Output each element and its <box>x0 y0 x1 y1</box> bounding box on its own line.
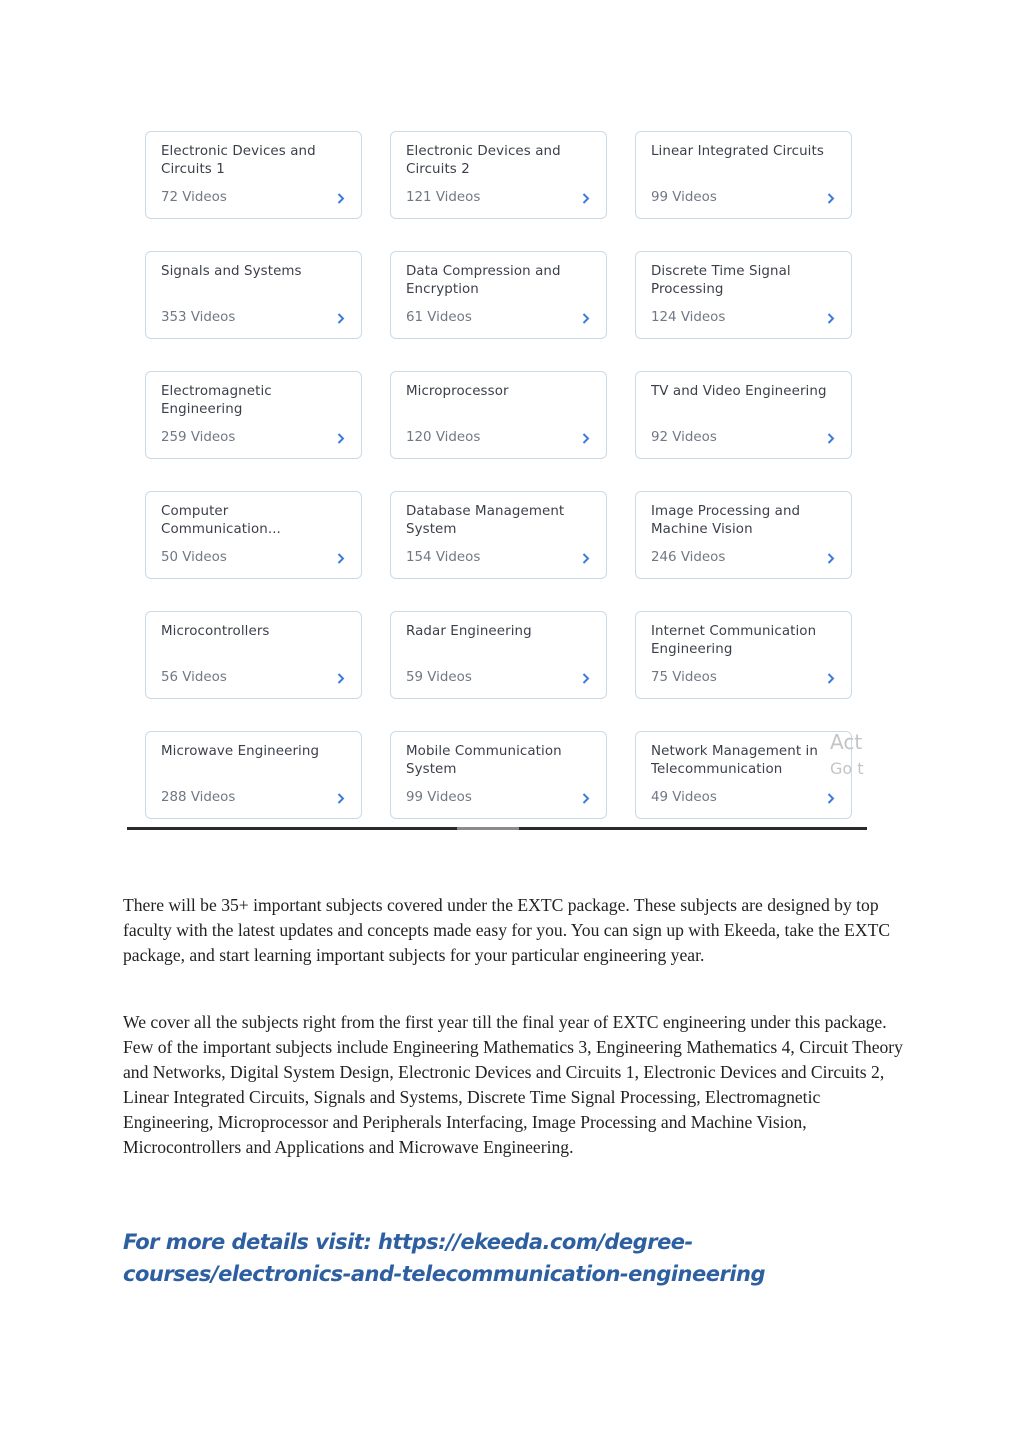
course-title: Image Processing and Machine Vision <box>651 504 801 537</box>
course-card[interactable] <box>390 131 607 219</box>
course-card[interactable] <box>635 371 852 459</box>
chevron-right-icon <box>825 192 837 204</box>
course-card[interactable] <box>145 491 362 579</box>
course-card[interactable] <box>390 731 607 819</box>
course-card[interactable] <box>635 491 852 579</box>
course-card[interactable] <box>390 371 607 459</box>
course-card[interactable] <box>390 491 607 579</box>
course-title: Electronic Devices and Circuits 2 <box>406 144 561 177</box>
course-card[interactable] <box>390 251 607 339</box>
video-count: 288 Videos <box>161 790 236 805</box>
course-title: Radar Engineering <box>406 624 532 639</box>
course-title: Database Management System <box>406 504 565 537</box>
video-count: 49 Videos <box>651 790 717 805</box>
course-title: Discrete Time Signal Processing <box>651 264 791 297</box>
video-count: 246 Videos <box>651 550 726 565</box>
chevron-right-icon <box>825 552 837 564</box>
activation-watermark <box>830 728 864 781</box>
course-card[interactable] <box>145 731 362 819</box>
course-card[interactable] <box>145 251 362 339</box>
course-card[interactable] <box>635 251 852 339</box>
scrollbar-thumb <box>457 827 519 830</box>
video-count: 124 Videos <box>651 310 726 325</box>
course-title: Internet Communication Engineering <box>651 624 817 657</box>
course-card[interactable] <box>145 131 362 219</box>
chevron-right-icon <box>335 792 347 804</box>
course-card[interactable] <box>635 611 852 699</box>
video-count: 56 Videos <box>161 670 227 685</box>
course-card[interactable] <box>145 371 362 459</box>
paragraph-package-intro: There will be 35+ important subjects covered under the EXTC package. These subjects are designed by top faculty with the latest updates and concepts made easy for you. You can sign up with Ekeeda, take the EXTC package, and start learning important subjects for your particular engineering year. <box>123 895 891 965</box>
course-title: TV and Video Engineering <box>651 384 827 399</box>
video-count: 59 Videos <box>406 670 472 685</box>
course-card[interactable] <box>635 131 852 219</box>
video-count: 50 Videos <box>161 550 227 565</box>
video-count: 353 Videos <box>161 310 236 325</box>
video-count: 120 Videos <box>406 430 481 445</box>
screenshot-bottom-border <box>127 827 867 830</box>
course-card[interactable] <box>145 611 362 699</box>
video-count: 99 Videos <box>651 190 717 205</box>
paragraph-subjects: We cover all the subjects right from the first year till the final year of EXTC engineering under this package. Few of the important subjects include Engineering Mathematics 3, Engineering Mathematics 4, Circuit Theory and Networks, Digital System Design, Electronic Devices and Circuits 1, Electronic Devices and Circuits 2, Linear Integrated Circuits, Signals and Systems, Discrete Time Signal Processing, Electromagnetic Engineering, Microprocessor and Peripherals Interfacing, Image Processing and Machine Vision, Microcontrollers and Applications and Microwave Engineering. <box>123 1012 903 1157</box>
course-title: Electromagnetic Engineering <box>161 384 272 417</box>
video-count: 121 Videos <box>406 190 481 205</box>
chevron-right-icon <box>825 312 837 324</box>
course-title: Network Management in Telecommunication <box>651 744 818 777</box>
video-count: 92 Videos <box>651 430 717 445</box>
chevron-right-icon <box>580 432 592 444</box>
course-title: Signals and Systems <box>161 264 302 279</box>
chevron-right-icon <box>580 672 592 684</box>
video-count: 99 Videos <box>406 790 472 805</box>
chevron-right-icon <box>335 192 347 204</box>
chevron-right-icon <box>335 672 347 684</box>
course-title: Linear Integrated Circuits <box>651 144 824 159</box>
more-details-link[interactable]: For more details visit: https://ekeeda.com/degree-courses/electronics-and-telecommunication-engineering <box>123 1230 766 1286</box>
chevron-right-icon <box>335 552 347 564</box>
chevron-right-icon <box>825 672 837 684</box>
video-count: 61 Videos <box>406 310 472 325</box>
chevron-right-icon <box>580 312 592 324</box>
chevron-right-icon <box>335 312 347 324</box>
course-title: Data Compression and Encryption <box>406 264 561 297</box>
course-title: Microprocessor <box>406 384 509 399</box>
video-count: 259 Videos <box>161 430 236 445</box>
watermark-line-2: Go t <box>830 759 864 778</box>
video-count: 75 Videos <box>651 670 717 685</box>
chevron-right-icon <box>580 792 592 804</box>
chevron-right-icon <box>335 432 347 444</box>
course-grid <box>145 131 855 819</box>
chevron-right-icon <box>825 792 837 804</box>
course-card[interactable] <box>390 611 607 699</box>
video-count: 154 Videos <box>406 550 481 565</box>
course-title: Electronic Devices and Circuits 1 <box>161 144 316 177</box>
watermark-line-1: Act <box>830 730 863 754</box>
chevron-right-icon <box>825 432 837 444</box>
course-title: Microcontrollers <box>161 624 270 639</box>
chevron-right-icon <box>580 552 592 564</box>
course-title: Microwave Engineering <box>161 744 320 759</box>
course-title: Mobile Communication System <box>406 744 562 777</box>
video-count: 72 Videos <box>161 190 227 205</box>
course-title: Computer Communication... <box>161 504 281 537</box>
chevron-right-icon <box>580 192 592 204</box>
course-card[interactable] <box>635 731 852 819</box>
